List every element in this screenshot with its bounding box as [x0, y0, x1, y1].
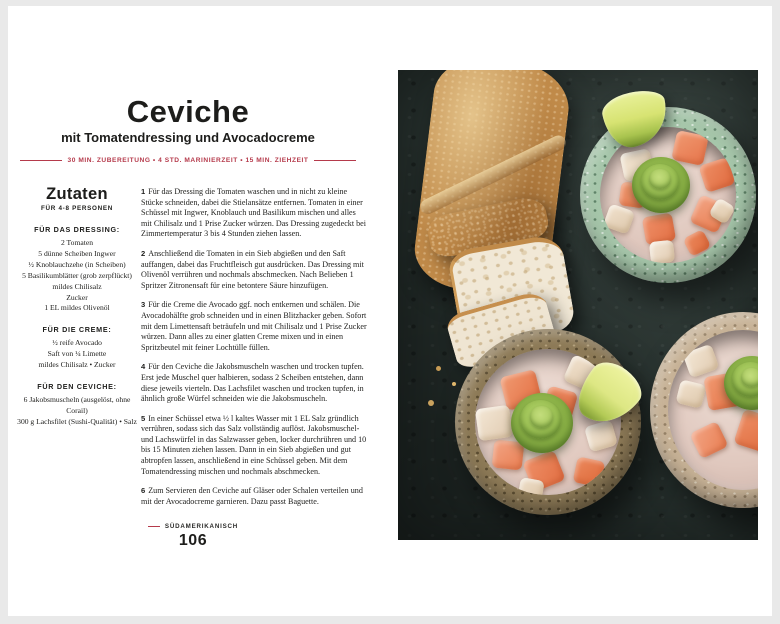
category-footer [128, 523, 258, 530]
ingredient-item: 6 Jakobsmuscheln (ausgelöst, ohne Corail) [23, 395, 131, 415]
category-label: SÜDAMERIKANISCH [164, 523, 239, 530]
step-3 [141, 300, 367, 353]
divider-line-left [20, 160, 62, 161]
ceviche-bowl-green [580, 107, 756, 283]
step-text: Zum Servieren den Ceviche auf Gläser oder Schalen verteilen und mit der Avocadocreme garnieren. Dazu passt Baguette. [141, 486, 363, 506]
step-number: 3 [141, 300, 146, 310]
ingredient-item: ½ Knoblauchzehe (in Scheiben) [28, 259, 126, 269]
steps-column [141, 187, 367, 516]
ceviche-contents [668, 330, 758, 490]
recipe-subtitle: mit Tomatendressing und Avocadocreme [61, 130, 315, 145]
recipe-title: Ceviche [126, 94, 250, 129]
ingredient-item: 5 dünne Scheiben Ingwer [38, 248, 116, 258]
step-4 [141, 362, 367, 404]
open-pages [8, 6, 772, 616]
step-2 [141, 249, 367, 291]
scallop-cube [584, 420, 618, 453]
bread-crumb [436, 366, 441, 371]
ingredient-item: Zucker [66, 292, 88, 302]
step-text: In einer Schüssel etwa ½ l kaltes Wasser mit 1 EL Salz gründlich verrühren, sodass sich das Salz vollständig auflöst. Jakobsmuschel- und Lachswürfel in das Salzwasser geben, locker durchrühren und 10 bis 15 Minuten ziehen lassen. Dann in ein Sieb abgießen und gut abtropfen lassen, anschließend in eine Schüssel geben. Mit dem Tomatendressing mischen und nochmals abschmecken. [141, 413, 367, 476]
step-6 [141, 486, 367, 507]
avocado-cream-swirl [632, 157, 690, 213]
scallop-cube [475, 405, 513, 441]
ingredient-group-title: FÜR DEN CEVICHE: [37, 382, 117, 392]
ingredient-item: 300 g Lachsfilet (Sushi-Qualität) • Salz [17, 416, 137, 426]
ingredient-item: 2 Tomaten [60, 238, 94, 247]
step-number: 2 [141, 248, 146, 258]
ceviche-bowl-partial [650, 312, 758, 508]
time-info-bar [20, 157, 356, 164]
avocado-swirl-top [530, 406, 554, 428]
bread-crumb [452, 382, 456, 386]
page-number: 106 [178, 532, 208, 549]
avocado-swirl-top [741, 368, 758, 387]
step-text: Für den Ceviche die Jakobsmuscheln waschen und trocken tupfen. Erst jede Muschel quer halbieren, sodass 2 Scheiben entstehen, dann diese jeweils vierteln. Das Lachsfilet waschen und trocken tupfen, in ähnlich große Würfel schneiden wie die Jakobsmuscheln. [141, 362, 364, 404]
ingredients-heading: Zutaten [46, 185, 108, 203]
step-1 [141, 187, 367, 240]
bread-crumb [428, 400, 434, 406]
scallop-cube [649, 240, 675, 263]
ceviche-contents [600, 127, 736, 263]
ingredient-item: 5 Basilikumblätter (grob zerpflückt) [22, 270, 132, 280]
scallop-cube [603, 203, 636, 234]
step-number: 1 [141, 187, 146, 196]
serving-size-label: FÜR 4-8 PERSONEN [40, 205, 114, 212]
avocado-cream-swirl [511, 393, 573, 453]
step-text: Für die Creme die Avocado ggf. noch entkernen und schälen. Die Avocadohälfte grob schneiden und in einen Blitzhacker geben. Sofort mit dem Limettensaft beträufeln und mit Chilisalz und 1 Prise Zucker würzen. Dann alles zu einer glatten Creme mixen und in einen Spritzbeutel mit feiner Lochtülle füllen. [141, 300, 367, 352]
ingredient-item: ½ reife Avocado [52, 338, 102, 348]
salmon-cube [733, 409, 758, 456]
divider-line-right [314, 160, 356, 161]
scallop-cube [675, 379, 706, 409]
salmon-cube [689, 421, 728, 459]
category-dash [148, 526, 160, 527]
ceviche-bowl-brown [455, 329, 641, 515]
time-info-text: 30 MIN. ZUBEREITUNG • 4 STD. MARINIERZEIT • 15 MIN. ZIEHZEIT [67, 157, 309, 164]
ingredient-item: 1 EL mildes Olivenöl [44, 303, 110, 313]
step-number: 5 [141, 413, 146, 423]
step-text: Anschließend die Tomaten in ein Sieb abgießen und den Saft auffangen, dabei das Fruchtfleisch gut ausdrücken. Das Dressing mit Olivenöl verrühren und nochmals abschmecken. Nach Belieben 1 Spritzer Zitronensaft für eine betontere Säure hinzufügen. [141, 248, 364, 290]
ingredient-item: mildes Chilisalz • Zucker [38, 360, 116, 370]
ingredient-item: Saft von ¼ Limette [47, 349, 107, 359]
scallop-cube [682, 344, 719, 379]
ingredients-column [16, 185, 138, 428]
salmon-cube [698, 157, 735, 193]
ingredient-item: mildes Chilisalz [52, 281, 102, 291]
step-text: Für das Dressing die Tomaten waschen und in nicht zu kleine Stücke schneiden, dabei die Stielansätze entfernen. Tomaten in einer Schüssel mit Ingwer, Knoblauch und Basilikum mischen und alles mit Chilisalz und 1 Prise Zucker würzen. Das Dressing zugedeckt bei Zimmertemperatur 3 bis 4 Stunden ziehen lassen. [141, 187, 366, 239]
recipe-photo [398, 70, 758, 540]
salmon-cube [683, 229, 712, 257]
salmon-cube [573, 456, 606, 487]
step-number: 6 [141, 486, 146, 496]
step-number: 4 [141, 362, 146, 372]
ingredient-group-title: FÜR DIE CREME: [42, 325, 112, 335]
ingredient-group-title: FÜR DAS DRESSING: [34, 225, 120, 234]
step-5 [141, 414, 367, 478]
scallop-cube [517, 477, 544, 495]
